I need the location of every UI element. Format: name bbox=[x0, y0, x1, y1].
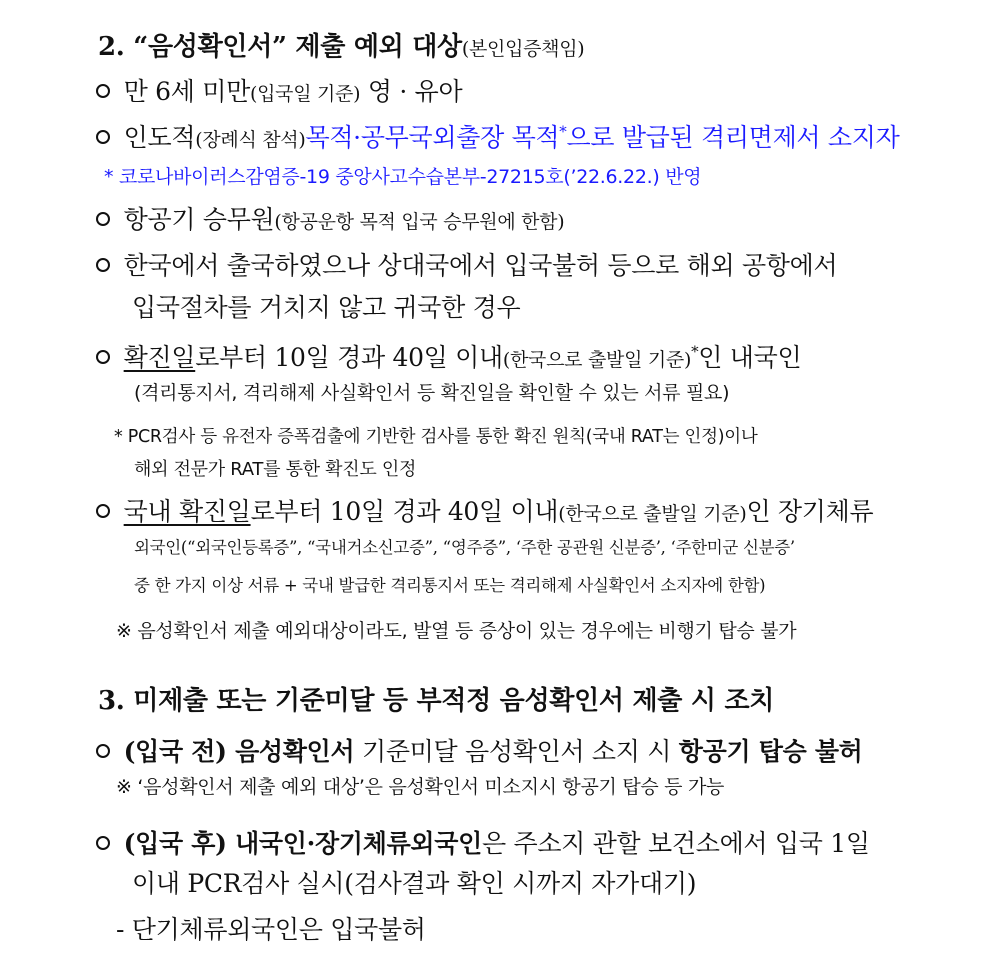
item-infant: 만 6세 미만(입국일 기준) 영 · 유아 bbox=[96, 72, 462, 108]
item-confirmed-citizen-line2: (격리통지서, 격리해제 사실확인서 등 확진일을 확인할 수 있는 서류 필요) bbox=[134, 382, 730, 404]
item-confirmed-foreigner-line2: 외국인(“외국인등록증”, “국내거소신고증”, “영주증”, ‘주한 공관원 신분증’, ‘주한미군 신분증’ bbox=[134, 538, 795, 557]
section3-title: 3. 미제출 또는 기준미달 등 부적정 음성확인서 제출 시 조치 bbox=[98, 686, 775, 716]
item-denied-entry-line2: 입국절차를 거치지 않고 귀국한 경우 bbox=[132, 293, 521, 322]
item-after-entry: (입국 후) 내국인·장기체류외국인은 주소지 관할 보건소에서 입국 1일 bbox=[96, 824, 870, 860]
item-after-entry-line2: 이내 PCR검사 실시(검사결과 확인 시까지 자가대기) bbox=[132, 869, 697, 898]
circle-bullet-icon bbox=[96, 84, 110, 98]
item-humanitarian: 인도적(장례식 참석)목적·공무국외출장 목적*으로 발급된 격리면제서 소지자 bbox=[96, 118, 899, 154]
footnote-humanitarian: * 코로나바이러스감염증-19 중앙사고수습본부-27215호(’22.6.22.) 반영 bbox=[104, 166, 702, 188]
circle-bullet-icon bbox=[96, 836, 110, 850]
circle-bullet-icon bbox=[96, 744, 110, 758]
item-denied-entry: 한국에서 출국하였으나 상대국에서 입국불허 등으로 해외 공항에서 bbox=[96, 246, 837, 282]
item-confirmed-foreigner: 국내 확진일로부터 10일 경과 40일 이내(한국으로 출발일 기준)인 장기체류 bbox=[96, 492, 873, 528]
footnote-confirmed-1: * PCR검사 등 유전자 증폭검출에 기반한 검사를 통한 확진 원칙(국내 RAT는 인정)이나 bbox=[114, 427, 758, 447]
after-entry-sub: - 단기체류외국인은 입국불허 bbox=[116, 915, 426, 944]
circle-bullet-icon bbox=[96, 212, 110, 226]
before-entry-note: ※ ‘음성확인서 제출 예외 대상’은 음성확인서 미소지시 항공기 탑승 등 가능 bbox=[116, 776, 725, 798]
item-crew: 항공기 승무원(항공운항 목적 입국 승무원에 한함) bbox=[96, 200, 564, 236]
item-confirmed-foreigner-line3: 중 한 가지 이상 서류 + 국내 발급한 격리통지서 또는 격리해제 사실확인서 소지자에 한함) bbox=[134, 576, 766, 595]
circle-bullet-icon bbox=[96, 504, 110, 518]
item-before-entry: (입국 전) 음성확인서 기준미달 음성확인서 소지 시 항공기 탑승 불허 bbox=[96, 732, 863, 768]
circle-bullet-icon bbox=[96, 130, 110, 144]
section2-title: 2. “음성확인서” 제출 예외 대상(본인입증책임) bbox=[98, 32, 585, 62]
footnote-confirmed-2: 해외 전문가 RAT를 통한 확진도 인정 bbox=[134, 459, 417, 480]
circle-bullet-icon bbox=[96, 258, 110, 272]
item-confirmed-citizen: 확진일로부터 10일 경과 40일 이내(한국으로 출발일 기준)*인 내국인 bbox=[96, 338, 801, 374]
circle-bullet-icon bbox=[96, 350, 110, 364]
exception-warning: ※ 음성확인서 제출 예외대상이라도, 발열 등 증상이 있는 경우에는 비행기 탑승 불가 bbox=[116, 620, 797, 642]
